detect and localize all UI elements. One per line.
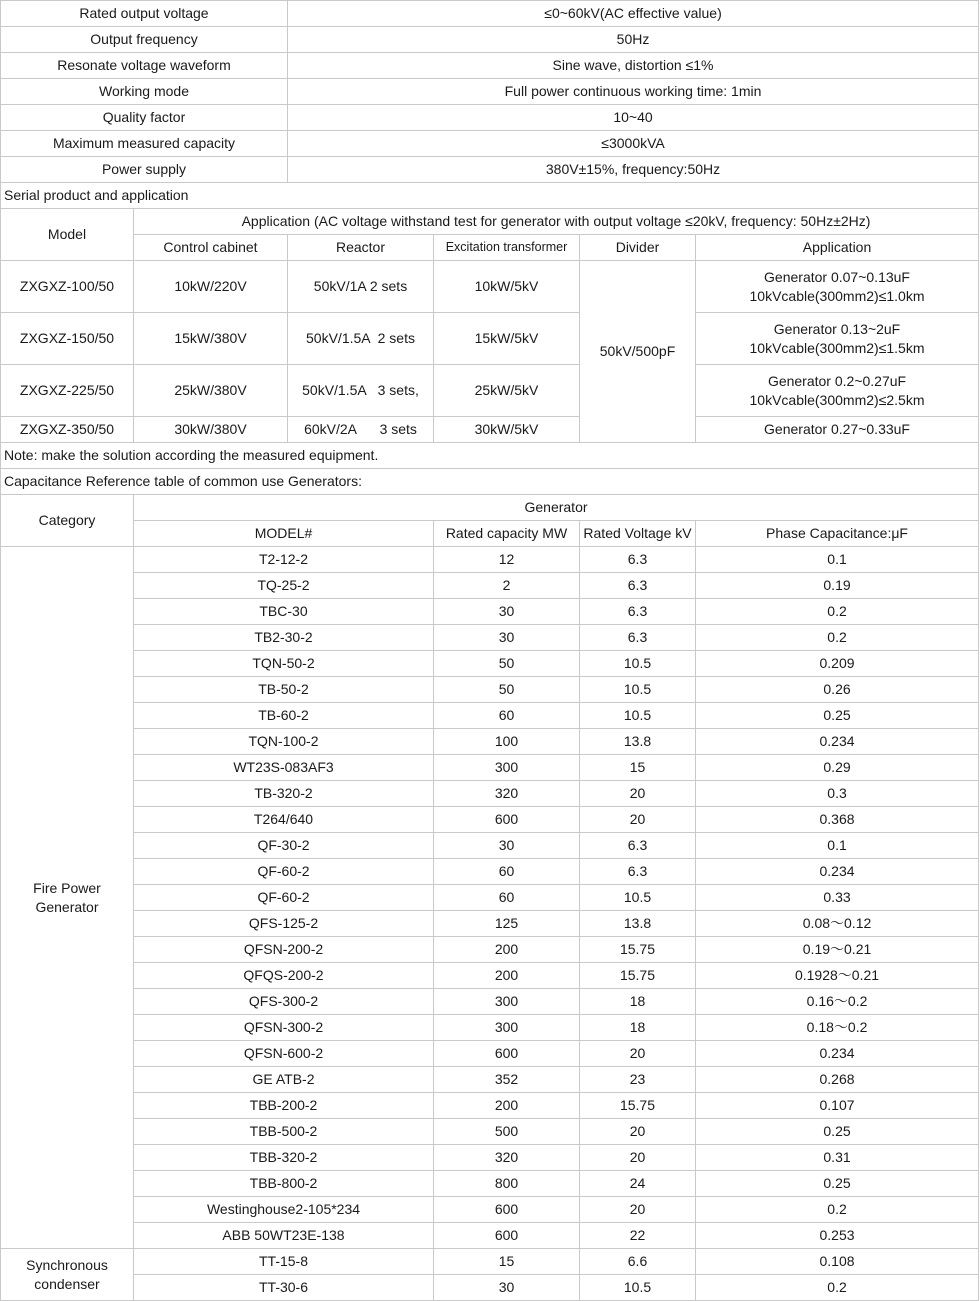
cabinet-cell: 25kW/380V	[134, 365, 288, 417]
rated-capacity: 60	[434, 859, 580, 885]
serial-note: Note: make the solution according the measured equipment.	[1, 443, 979, 469]
category-header: Category	[1, 495, 134, 547]
rated-capacity: 300	[434, 755, 580, 781]
phase-capacitance: 0.08～0.12	[696, 911, 979, 937]
generator-row	[1, 1067, 979, 1093]
phase-capacitance: 0.16～0.2	[696, 989, 979, 1015]
serial-column-header: Reactor	[288, 235, 434, 261]
cell-line: 10kVcable(300mm2)≤1.0km	[749, 287, 925, 304]
spec-label: Quality factor	[1, 105, 288, 131]
model-cell: ZXGXZ-225/50	[1, 365, 134, 417]
serial-subheader-row	[1, 235, 979, 261]
rated-voltage: 24	[580, 1171, 696, 1197]
generator-row	[1, 781, 979, 807]
rated-capacity: 600	[434, 1041, 580, 1067]
phase-capacitance: 0.209	[696, 651, 979, 677]
application-cell	[696, 261, 979, 313]
rated-capacity: 50	[434, 651, 580, 677]
rated-capacity: 200	[434, 937, 580, 963]
rated-voltage: 22	[580, 1223, 696, 1249]
generator-model: QFS-125-2	[134, 911, 434, 937]
generator-row	[1, 625, 979, 651]
reactor-cell: 50kV/1.5A 3 sets,	[288, 365, 434, 417]
generator-model: QF-60-2	[134, 885, 434, 911]
generator-model: QF-60-2	[134, 859, 434, 885]
rated-voltage: 20	[580, 781, 696, 807]
application-header: Application (AC voltage withstand test for generator with output voltage ≤20kV, frequency: 50Hz±2Hz)	[134, 209, 979, 235]
rated-capacity: 12	[434, 547, 580, 573]
cell-line: Generator 0.07~0.13uF	[764, 268, 910, 285]
generator-model: TBC-30	[134, 599, 434, 625]
cell-line: Generator 0.27~0.33uF	[764, 421, 910, 437]
spec-row	[1, 53, 979, 79]
section-title-row	[1, 469, 979, 495]
rated-capacity: 60	[434, 885, 580, 911]
phase-capacitance: 0.1	[696, 833, 979, 859]
generator-model: TT-30-6	[134, 1275, 434, 1301]
rated-voltage: 6.3	[580, 859, 696, 885]
rated-capacity: 600	[434, 1223, 580, 1249]
serial-column-header: Excitation transformer	[434, 235, 580, 261]
spec-value: ≤0~60kV(AC effective value)	[288, 1, 979, 27]
phase-capacitance: 0.253	[696, 1223, 979, 1249]
generator-model: TT-15-8	[134, 1249, 434, 1275]
generator-row	[1, 599, 979, 625]
generator-row	[1, 1171, 979, 1197]
generator-model: TB2-30-2	[134, 625, 434, 651]
phase-capacitance: 0.25	[696, 1171, 979, 1197]
phase-capacitance: 0.2	[696, 599, 979, 625]
rated-capacity: 300	[434, 989, 580, 1015]
spec-value: Sine wave, distortion ≤1%	[288, 53, 979, 79]
generator-model: T2-12-2	[134, 547, 434, 573]
rated-voltage: 10.5	[580, 703, 696, 729]
serial-column-header: Control cabinet	[134, 235, 288, 261]
rated-voltage: 6.3	[580, 599, 696, 625]
phase-capacitance: 0.108	[696, 1249, 979, 1275]
application-cell	[696, 365, 979, 417]
generator-row	[1, 1249, 979, 1275]
spec-row	[1, 131, 979, 157]
phase-capacitance: 0.29	[696, 755, 979, 781]
rated-voltage: 6.6	[580, 1249, 696, 1275]
model-cell: ZXGXZ-100/50	[1, 261, 134, 313]
generator-row	[1, 1093, 979, 1119]
spec-row	[1, 27, 979, 53]
serial-section-title: Serial product and application	[1, 183, 979, 209]
serial-column-header: Application	[696, 235, 979, 261]
rated-voltage: 15.75	[580, 937, 696, 963]
rated-voltage: 15	[580, 755, 696, 781]
rated-voltage: 20	[580, 1197, 696, 1223]
serial-product-row	[1, 417, 979, 443]
phase-capacitance: 0.31	[696, 1145, 979, 1171]
spec-row	[1, 157, 979, 183]
rated-capacity: 320	[434, 1145, 580, 1171]
model-column-header: MODEL#	[134, 521, 434, 547]
reactor-cell: 50kV/1A 2 sets	[288, 261, 434, 313]
rated-capacity: 30	[434, 599, 580, 625]
generator-row	[1, 1223, 979, 1249]
generator-model: GE ATB-2	[134, 1067, 434, 1093]
application-cell	[696, 417, 979, 443]
rated-voltage: 10.5	[580, 885, 696, 911]
cell-line: Generator 0.2~0.27uF	[767, 372, 907, 389]
serial-product-row	[1, 365, 979, 417]
generator-row	[1, 755, 979, 781]
generator-model: TBB-500-2	[134, 1119, 434, 1145]
phase-capacitance: 0.107	[696, 1093, 979, 1119]
transformer-cell: 25kW/5kV	[434, 365, 580, 417]
generator-model: ABB 50WT23E-138	[134, 1223, 434, 1249]
cell-line: 10kVcable(300mm2)≤1.5km	[749, 339, 925, 356]
phase-capacitance: 0.1	[696, 547, 979, 573]
rated-capacity: 2	[434, 573, 580, 599]
spec-row	[1, 79, 979, 105]
cell-line: 10kVcable(300mm2)≤2.5km	[749, 391, 925, 408]
generator-model: WT23S-083AF3	[134, 755, 434, 781]
spec-table-body	[1, 1, 979, 1301]
synchronous-category: Synchronous condenser	[1, 1249, 134, 1301]
spec-label: Maximum measured capacity	[1, 131, 288, 157]
cabinet-cell: 30kW/380V	[134, 417, 288, 443]
rated-capacity: 30	[434, 1275, 580, 1301]
rated-voltage: 20	[580, 807, 696, 833]
divider-cell: 50kV/500pF	[580, 261, 696, 443]
phase-capacitance: 0.234	[696, 1041, 979, 1067]
generator-row	[1, 833, 979, 859]
phase-capacitance: 0.234	[696, 859, 979, 885]
generator-model: QFSN-600-2	[134, 1041, 434, 1067]
rated-voltage: 15.75	[580, 963, 696, 989]
generator-row	[1, 911, 979, 937]
generator-model: TBB-200-2	[134, 1093, 434, 1119]
generator-row	[1, 703, 979, 729]
rated-voltage: 13.8	[580, 729, 696, 755]
generator-model: TB-60-2	[134, 703, 434, 729]
serial-header-row	[1, 209, 979, 235]
capacity-column-header: Rated capacity MW	[434, 521, 580, 547]
serial-product-row	[1, 261, 979, 313]
spec-label: Rated output voltage	[1, 1, 288, 27]
spec-row	[1, 1, 979, 27]
rated-capacity: 800	[434, 1171, 580, 1197]
phase-capacitance: 0.25	[696, 703, 979, 729]
spec-row	[1, 105, 979, 131]
phase-capacitance: 0.18～0.2	[696, 1015, 979, 1041]
rated-voltage: 20	[580, 1041, 696, 1067]
generator-model: QFSN-200-2	[134, 937, 434, 963]
cell-line: Generator 0.13~2uF	[773, 320, 901, 337]
phase-capacitance: 0.234	[696, 729, 979, 755]
rated-voltage: 6.3	[580, 833, 696, 859]
capacitance-section-title: Capacitance Reference table of common use Generators:	[1, 469, 979, 495]
rated-capacity: 600	[434, 1197, 580, 1223]
generator-header: Generator	[134, 495, 979, 521]
phase-capacitance: 0.368	[696, 807, 979, 833]
transformer-cell: 10kW/5kV	[434, 261, 580, 313]
rated-capacity: 15	[434, 1249, 580, 1275]
spec-value: 50Hz	[288, 27, 979, 53]
model-cell: ZXGXZ-350/50	[1, 417, 134, 443]
transformer-cell: 15kW/5kV	[434, 313, 580, 365]
rated-capacity: 500	[434, 1119, 580, 1145]
rated-capacity: 100	[434, 729, 580, 755]
rated-capacity: 200	[434, 963, 580, 989]
generator-model: QFQS-200-2	[134, 963, 434, 989]
capacitance-header-row	[1, 495, 979, 521]
generator-row	[1, 729, 979, 755]
rated-voltage: 10.5	[580, 677, 696, 703]
spec-value: 380V±15%, frequency:50Hz	[288, 157, 979, 183]
generator-row	[1, 1275, 979, 1301]
capacitance-column-header: Phase Capacitance:μF	[696, 521, 979, 547]
generator-model: TQN-50-2	[134, 651, 434, 677]
spec-value: 10~40	[288, 105, 979, 131]
model-header: Model	[1, 209, 134, 261]
transformer-cell: 30kW/5kV	[434, 417, 580, 443]
rated-voltage: 13.8	[580, 911, 696, 937]
rated-voltage: 6.3	[580, 625, 696, 651]
generator-row	[1, 963, 979, 989]
capacitance-subheader-row	[1, 521, 979, 547]
phase-capacitance: 0.2	[696, 1197, 979, 1223]
rated-capacity: 30	[434, 625, 580, 651]
generator-model: TB-320-2	[134, 781, 434, 807]
rated-voltage: 15.75	[580, 1093, 696, 1119]
rated-voltage: 6.3	[580, 547, 696, 573]
phase-capacitance: 0.33	[696, 885, 979, 911]
phase-capacitance: 0.1928～0.21	[696, 963, 979, 989]
generator-row	[1, 573, 979, 599]
spec-value: ≤3000kVA	[288, 131, 979, 157]
spec-label: Power supply	[1, 157, 288, 183]
phase-capacitance: 0.268	[696, 1067, 979, 1093]
generator-model: QF-30-2	[134, 833, 434, 859]
phase-capacitance: 0.3	[696, 781, 979, 807]
generator-model: TBB-800-2	[134, 1171, 434, 1197]
rated-capacity: 600	[434, 807, 580, 833]
generator-model: T264/640	[134, 807, 434, 833]
generator-row	[1, 859, 979, 885]
rated-capacity: 125	[434, 911, 580, 937]
application-cell	[696, 313, 979, 365]
generator-row	[1, 885, 979, 911]
serial-product-row	[1, 313, 979, 365]
rated-capacity: 30	[434, 833, 580, 859]
spec-label: Output frequency	[1, 27, 288, 53]
cabinet-cell: 10kW/220V	[134, 261, 288, 313]
model-cell: ZXGXZ-150/50	[1, 313, 134, 365]
phase-capacitance: 0.19～0.21	[696, 937, 979, 963]
spec-label: Working mode	[1, 79, 288, 105]
generator-row	[1, 651, 979, 677]
generator-row	[1, 1197, 979, 1223]
fire-power-category: Fire Power Generator	[1, 547, 134, 1249]
rated-voltage: 10.5	[580, 651, 696, 677]
generator-model: TBB-320-2	[134, 1145, 434, 1171]
rated-voltage: 20	[580, 1119, 696, 1145]
rated-capacity: 300	[434, 1015, 580, 1041]
cabinet-cell: 15kW/380V	[134, 313, 288, 365]
generator-row	[1, 677, 979, 703]
generator-model: TQN-100-2	[134, 729, 434, 755]
rated-capacity: 60	[434, 703, 580, 729]
rated-voltage: 20	[580, 1145, 696, 1171]
generator-row	[1, 1145, 979, 1171]
phase-capacitance: 0.19	[696, 573, 979, 599]
phase-capacitance: 0.26	[696, 677, 979, 703]
generator-row	[1, 989, 979, 1015]
rated-capacity: 50	[434, 677, 580, 703]
spec-value: Full power continuous working time: 1min	[288, 79, 979, 105]
generator-row	[1, 937, 979, 963]
rated-voltage: 10.5	[580, 1275, 696, 1301]
generator-model: Westinghouse2-105*234	[134, 1197, 434, 1223]
rated-voltage: 6.3	[580, 573, 696, 599]
rated-capacity: 320	[434, 781, 580, 807]
generator-row	[1, 1119, 979, 1145]
serial-column-header: Divider	[580, 235, 696, 261]
spec-label: Resonate voltage waveform	[1, 53, 288, 79]
generator-row	[1, 1041, 979, 1067]
phase-capacitance: 0.2	[696, 625, 979, 651]
rated-voltage: 23	[580, 1067, 696, 1093]
phase-capacitance: 0.25	[696, 1119, 979, 1145]
rated-capacity: 200	[434, 1093, 580, 1119]
generator-row	[1, 807, 979, 833]
rated-capacity: 352	[434, 1067, 580, 1093]
phase-capacitance: 0.2	[696, 1275, 979, 1301]
reactor-cell: 60kV/2A 3 sets	[288, 417, 434, 443]
section-title-row	[1, 183, 979, 209]
generator-model: TB-50-2	[134, 677, 434, 703]
note-row	[1, 443, 979, 469]
reactor-cell: 50kV/1.5A 2 sets	[288, 313, 434, 365]
rated-voltage: 18	[580, 989, 696, 1015]
generator-model: TQ-25-2	[134, 573, 434, 599]
generator-model: QFSN-300-2	[134, 1015, 434, 1041]
rated-voltage: 18	[580, 1015, 696, 1041]
generator-row	[1, 1015, 979, 1041]
voltage-column-header: Rated Voltage kV	[580, 521, 696, 547]
generator-row	[1, 547, 979, 573]
generator-model: QFS-300-2	[134, 989, 434, 1015]
